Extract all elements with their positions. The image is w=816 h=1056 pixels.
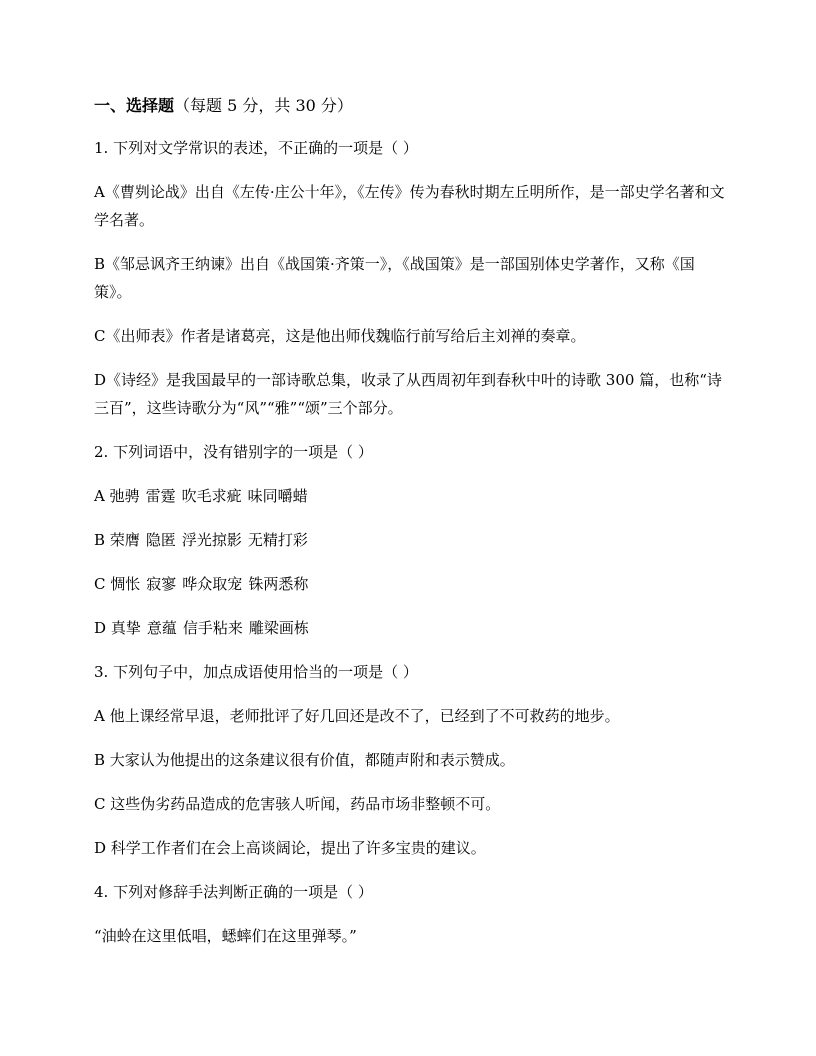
question-2-option-c <box>94 570 726 598</box>
option-letter: D <box>94 619 107 637</box>
option-word: 无精打彩 <box>247 531 308 549</box>
question-3-option-d: D 科学工作者们在会上高谈阔论，提出了许多宝贵的建议。 <box>94 839 486 857</box>
question-2-option-d <box>94 614 726 642</box>
option-letter: C <box>94 575 106 593</box>
option-word: 浮光掠影 <box>181 531 242 549</box>
option-word: 雷霆 <box>145 487 176 505</box>
question-2-option-b <box>94 526 726 554</box>
section-title: 一、选择题 <box>94 96 175 115</box>
section-scoring-note: （每题 5 分，共 30 分） <box>174 96 353 115</box>
option-letter: A <box>94 487 105 505</box>
question-3-option-b: B 大家认为他提出的这条建议很有价值，都随声附和表示赞成。 <box>94 751 515 769</box>
option-word: 真挚 <box>110 619 141 637</box>
question-1-option-c: C《出师表》作者是诸葛亮，这是他出师伐魏临行前写给后主刘禅的奏章。 <box>94 327 586 345</box>
question-2-stem: 2. 下列词语中，没有错别字的一项是（ ） <box>94 443 373 461</box>
question-4-quote: “油蛉在这里低唱，蟋蟀们在这里弹琴。” <box>94 927 357 945</box>
question-3-stem: 3. 下列句子中，加点成语使用恰当的一项是（ ） <box>94 663 418 681</box>
option-word: 意蕴 <box>146 619 177 637</box>
question-2-option-a <box>94 482 726 510</box>
option-word: 雕梁画栋 <box>248 619 309 637</box>
option-word: 惆怅 <box>110 575 141 593</box>
option-word: 荣膺 <box>109 531 140 549</box>
section-heading <box>94 92 726 120</box>
question-1-option-d: D《诗经》是我国最早的一部诗歌总集，收录了从西周初年到春秋中叶的诗歌 300 篇，也称“诗三百”，这些诗歌分为“风”“雅”“颂”三个部分。 <box>94 371 722 417</box>
question-3-option-a: A 他上课经常早退，老师批评了好几回还是改不了，已经到了不可救药的地步。 <box>94 707 620 725</box>
option-word: 哗众取宠 <box>182 575 243 593</box>
question-1-option-a: A《曹刿论战》出自《左传·庄公十年》，《左传》传为春秋时期左丘明所作，是一部史学名著和文学名著。 <box>94 183 725 229</box>
question-4-stem: 4. 下列对修辞手法判断正确的一项是（ ） <box>94 883 373 901</box>
exam-content <box>94 92 726 966</box>
question-1-stem: 1. 下列对文学常识的表述，不正确的一项是（ ） <box>94 139 418 157</box>
option-word: 弛骋 <box>109 487 140 505</box>
question-1-option-b: B《邹忌讽齐王纳谏》出自《战国策·齐策一》，《战国策》是一部国别体史学著作，又称《国策》。 <box>94 255 695 301</box>
option-word: 信手粘来 <box>182 619 243 637</box>
option-letter: B <box>94 531 106 549</box>
option-word: 味同嚼蜡 <box>247 487 308 505</box>
option-word: 吹毛求疵 <box>181 487 242 505</box>
option-word: 铢两悉称 <box>248 575 309 593</box>
option-word: 隐匿 <box>145 531 176 549</box>
option-word: 寂寥 <box>146 575 177 593</box>
question-3-option-c: C 这些伪劣药品造成的危害骇人听闻，药品市场非整顿不可。 <box>94 795 501 813</box>
